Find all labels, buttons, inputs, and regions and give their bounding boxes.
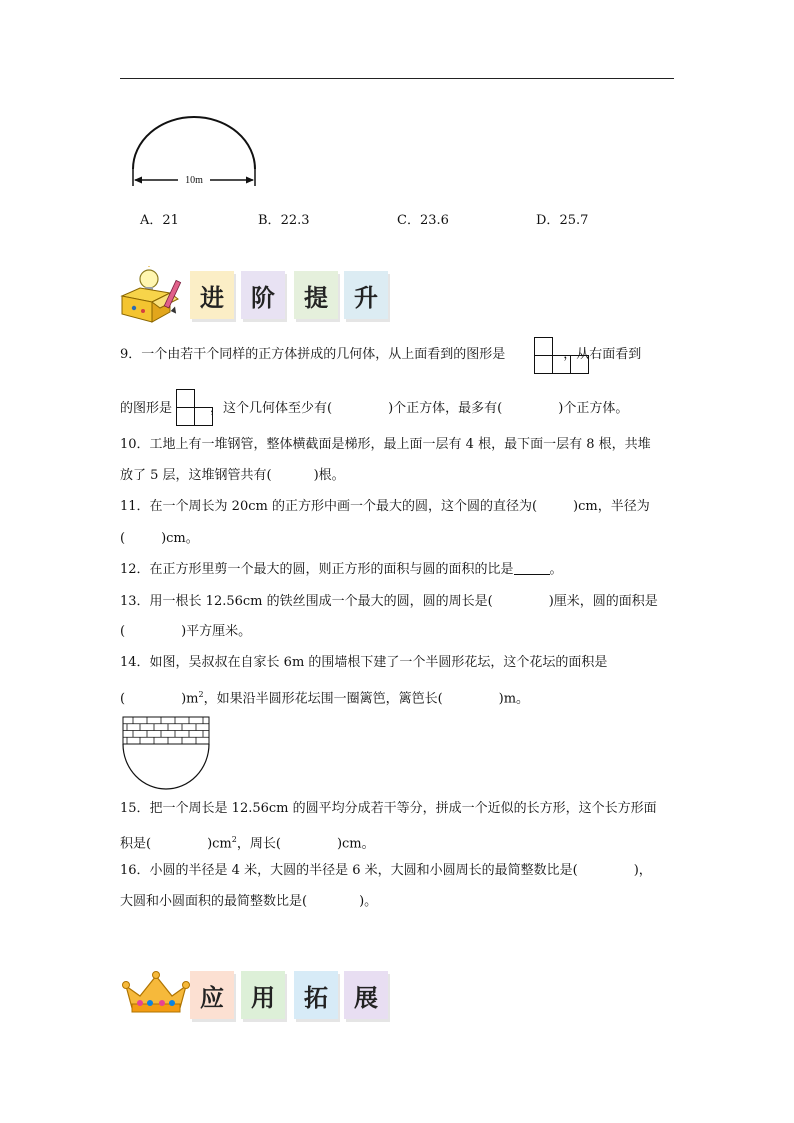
- crown-icon: [120, 970, 192, 1016]
- box-lightbulb-icon: [118, 266, 190, 326]
- section1-char-3: 提: [294, 271, 338, 319]
- question-11-line-2: ( )cm。: [120, 531, 199, 546]
- right-view-grid-figure: [176, 389, 214, 427]
- section2-char-2: 用: [241, 971, 285, 1019]
- header-rule: [120, 78, 674, 79]
- question-15-line-1: 15．把一个周长是 12.56cm 的圆平均分成若干等分，拼成一个近似的长方形，这个长方形面: [120, 801, 657, 816]
- section1-char-2: 阶: [241, 271, 285, 319]
- section2-char-1: 应: [190, 971, 234, 1019]
- question-9-line-2: 的图形是 ，这个几何体至少有( )个正方体，最多有( )个正方体。: [120, 401, 629, 416]
- section2-char-3: 拓: [294, 971, 338, 1019]
- section1-char-4: 升: [344, 271, 388, 319]
- option-d: D．25.7: [536, 213, 589, 228]
- section-title-application: [190, 971, 410, 1023]
- question-11-line-1: 11．在一个周长为 20cm 的正方形中画一个最大的圆，这个圆的直径为( )cm，半径为: [120, 499, 650, 514]
- semicircle-figure: [126, 108, 262, 190]
- question-14-line-1: 14．如图，吴叔叔在自家长 6m 的围墙根下建了一个半圆形花坛，这个花坛的面积是: [120, 655, 608, 670]
- dimension-label: 10m: [185, 175, 203, 186]
- section-title-advanced: [190, 271, 410, 323]
- question-13-line-2: ( )平方厘米。: [120, 624, 252, 639]
- question-14-line-2: ( )$m^2$，如果沿半圆形花坛围一圈篱笆，篱笆长( )m。: [120, 690, 530, 707]
- option-b: B．22.3: [258, 213, 310, 228]
- question-15-line-2: 积是( )$cm^2$，周长( )cm。: [120, 835, 375, 852]
- flowerbed-figure: [119, 714, 213, 792]
- top-view-grid-figure: [534, 337, 590, 375]
- question-12: 12．在正方形里剪一个最大的圆，则正方形的面积与圆的面积的比是 。: [120, 562, 563, 577]
- question-16-line-1: 16．小圆的半径是 4 米，大圆的半径是 6 米，大圆和小圆周长的最简整数比是( )，: [120, 863, 652, 878]
- answer-blank[interactable]: [514, 560, 550, 575]
- option-c: C．23.6: [397, 213, 449, 228]
- section1-char-1: 进: [190, 271, 234, 319]
- question-16-line-2: 大圆和小圆面积的最简整数比是( )。: [120, 894, 378, 909]
- question-9-line-1: 9．一个由若干个同样的正方体拼成的几何体，从上面看到的图形是 ，从右面看到: [120, 347, 642, 362]
- question-10-line-2: 放了 5 层，这堆钢管共有( )根。: [120, 468, 345, 483]
- section2-char-4: 展: [344, 971, 388, 1019]
- option-a: A．21: [140, 213, 179, 228]
- question-13-line-1: 13．用一根长 12.56cm 的铁丝围成一个最大的圆，圆的周长是( )厘米，圆的面积是: [120, 594, 658, 609]
- question-10-line-1: 10．工地上有一堆钢管，整体横截面是梯形，最上面一层有 4 根，最下面一层有 8 根，共堆: [120, 437, 651, 452]
